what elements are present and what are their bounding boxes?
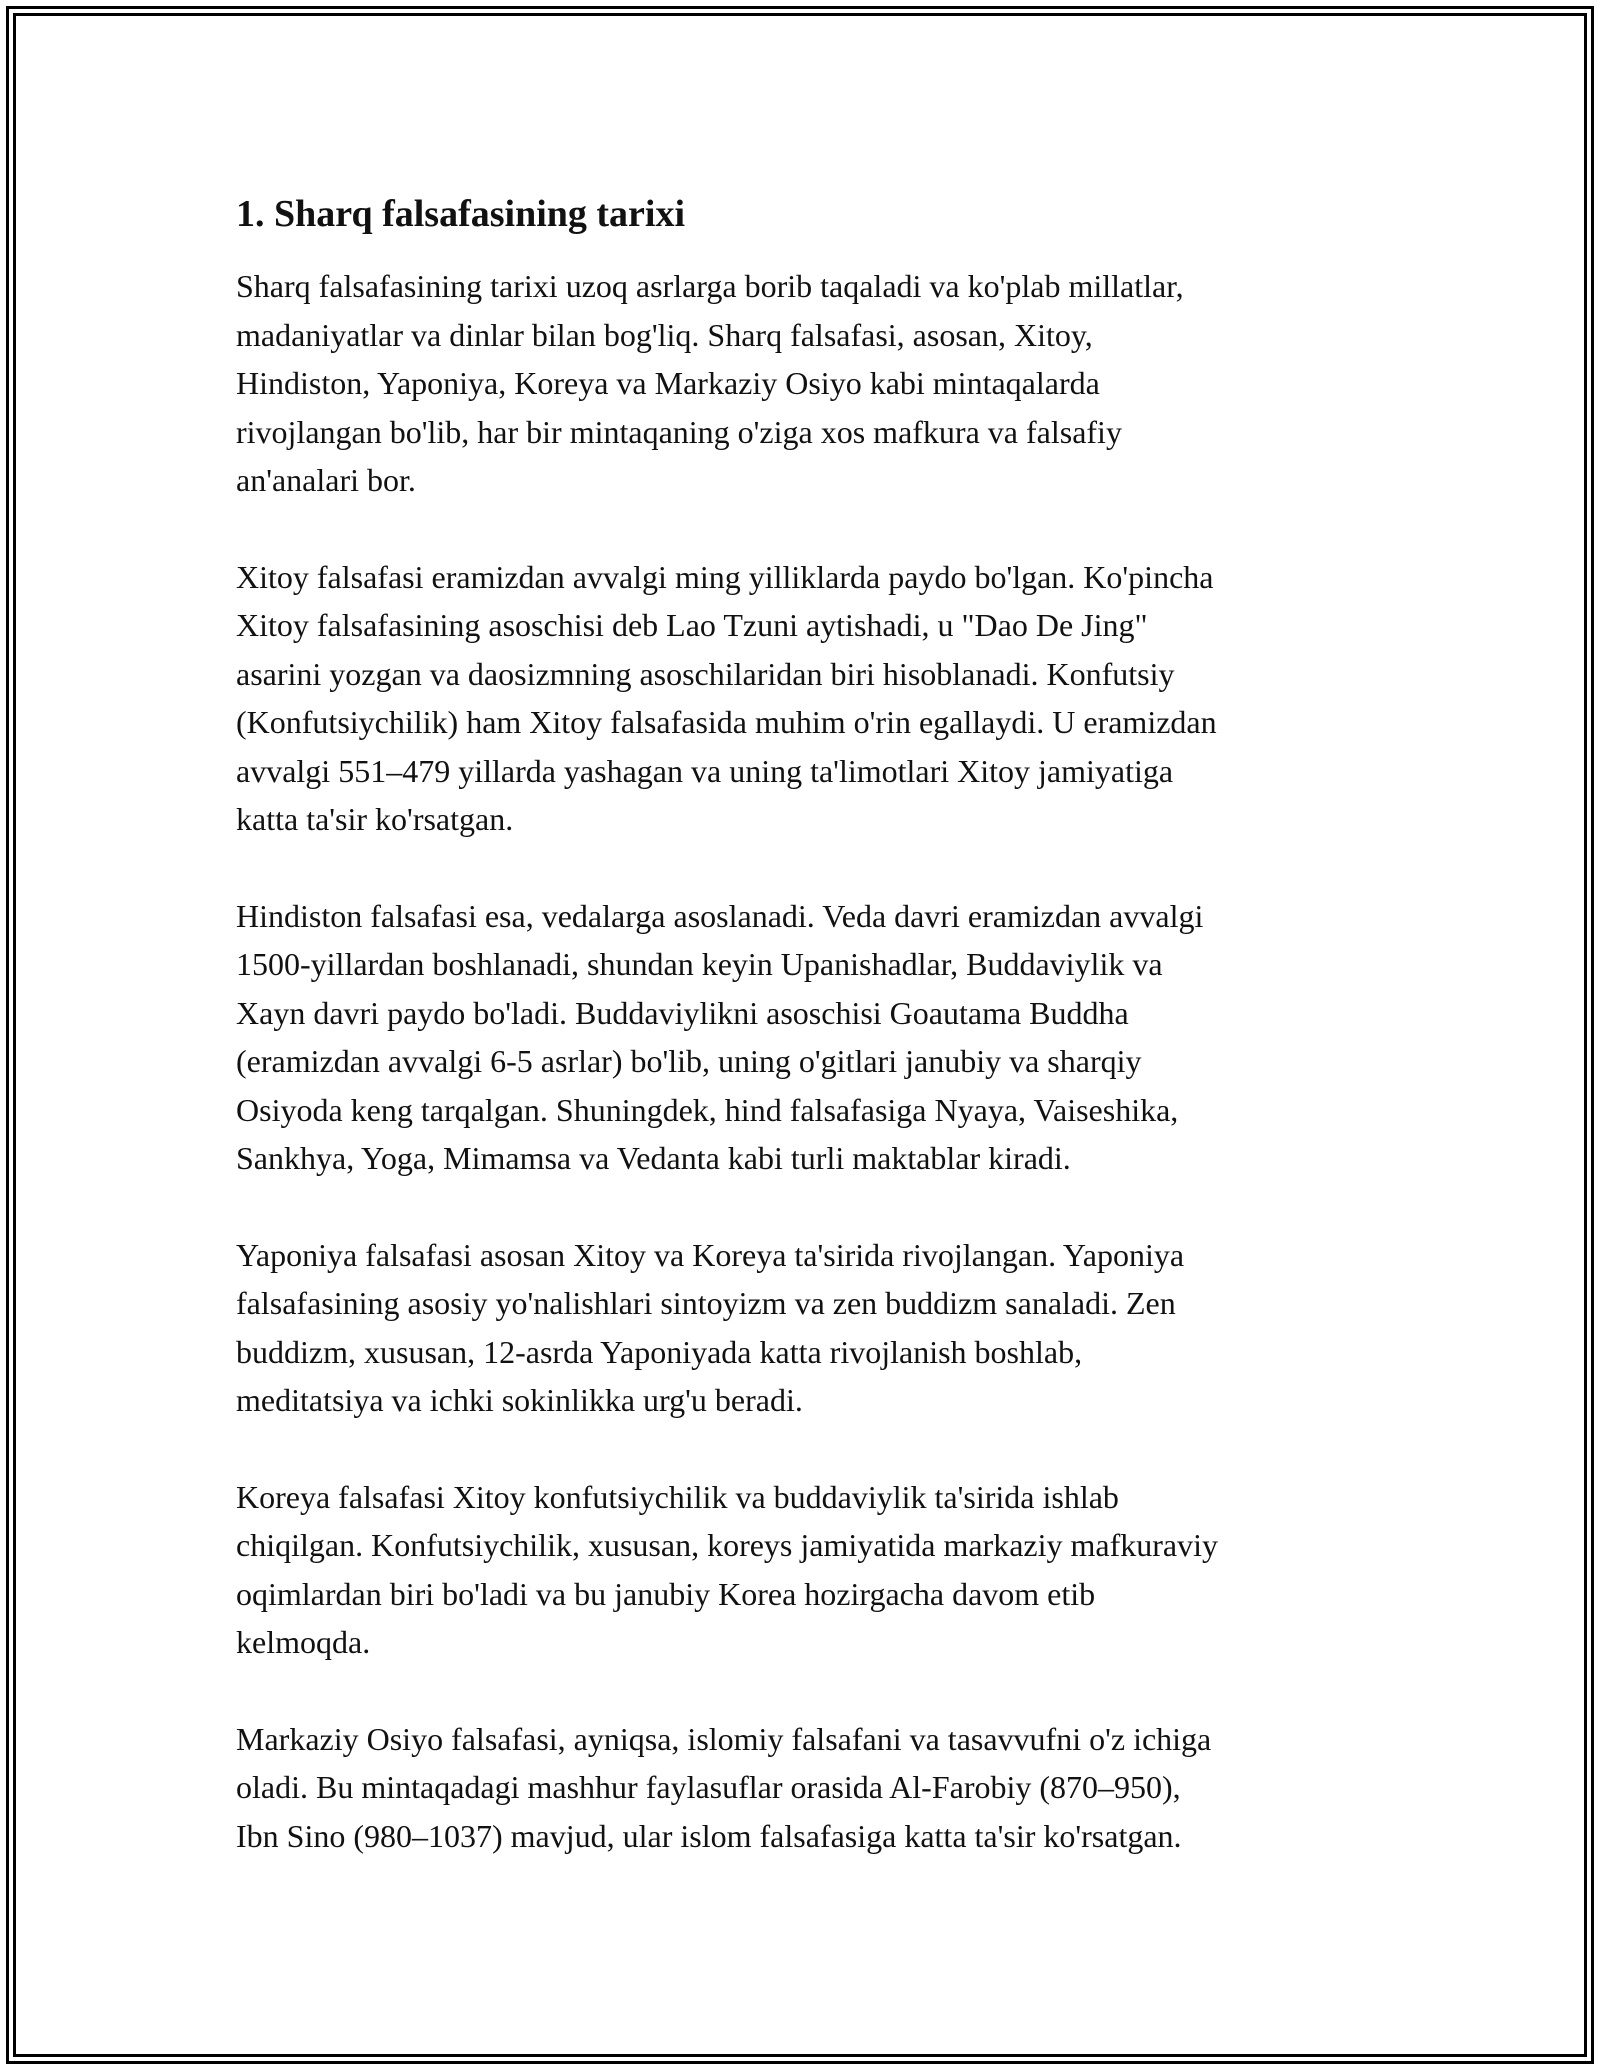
text-line: asarini yozgan va daosizmning asoschilaridan biri hisoblanadi. Konfutsiy: [236, 655, 1175, 692]
text-line: Hindiston, Yaponiya, Koreya va Markaziy Osiyo kabi mintaqalarda: [236, 365, 1100, 401]
text-line: oladi. Bu mintaqadagi mashhur faylasuflar orasida Al-Farobiy (870–950),: [236, 1769, 1181, 1805]
text-line: oqimlardan biri bo'ladi va bu janubiy Korea hozirgacha davom etib: [236, 1575, 1096, 1612]
text-line: Ibn Sino (980–1037) mavjud, ular islom falsafasiga katta ta'sir ko'rsatgan.: [236, 1817, 1182, 1854]
text-line: Osiyoda keng tarqalgan. Shuningdek, hind falsafasiga Nyaya, Vaiseshika,: [236, 1091, 1179, 1128]
text-line: Markaziy Osiyo falsafasi, ayniqsa, islomiy falsafani va tasavvufni o'z ichiga: [236, 1720, 1212, 1757]
text-line: madaniyatlar va dinlar bilan bog'liq. Sharq falsafasi, asosan, Xitoy,: [236, 316, 1093, 353]
text-line: falsafasining asosiy yo'nalishlari sintoyizm va zen buddizm sanaladi. Zen: [236, 1285, 1176, 1321]
paragraph-central-asia: [236, 1715, 1386, 1861]
document-body: [236, 186, 1386, 1908]
text-line: rivojlangan bo'lib, har bir mintaqaning o'ziga xos mafkura va falsafiy: [236, 413, 1122, 450]
paragraph-china: [236, 553, 1386, 844]
paragraph-india: [236, 892, 1386, 1183]
section-heading: 1. Sharq falsafasining tarixi: [236, 193, 686, 235]
text-line: avvalgi 551–479 yillarda yashagan va uning ta'limotlari Xitoy jamiyatiga: [236, 752, 1174, 789]
text-line: an'analari bor.: [236, 462, 416, 498]
text-line: (eramizdan avvalgi 6-5 asrlar) bo'lib, uning o'gitlari janubiy va sharqiy: [236, 1043, 1142, 1079]
text-line: meditatsiya va ichki sokinlikka urg'u beradi.: [236, 1382, 803, 1418]
text-line: Koreya falsafasi Xitoy konfutsiychilik va buddaviylik ta'sirida ishlab: [236, 1478, 1119, 1515]
paragraph-korea: [236, 1473, 1386, 1667]
text-line: Xitoy falsafasining asoschisi deb Lao Tzuni aytishadi, u "Dao De Jing": [236, 607, 1148, 643]
text-line: Xayn davri paydo bo'ladi. Buddaviylikni asoschisi Goautama Buddha: [236, 994, 1129, 1031]
paragraph-intro: [236, 262, 1386, 505]
paragraph-japan: [236, 1231, 1386, 1425]
text-line: Yaponiya falsafasi asosan Xitoy va Koreya ta'sirida rivojlangan. Yaponiya: [236, 1236, 1185, 1273]
text-line: Sankhya, Yoga, Mimamsa va Vedanta kabi turli maktablar kiradi.: [236, 1140, 1071, 1176]
text-line: Xitoy falsafasi eramizdan avvalgi ming yilliklarda paydo bo'lgan. Ko'pincha: [236, 558, 1214, 595]
text-line: (Konfutsiychilik) ham Xitoy falsafasida muhim o'rin egallaydi. U eramizdan: [236, 704, 1217, 740]
text-line: katta ta'sir ko'rsatgan.: [236, 801, 514, 837]
text-line: kelmoqda.: [236, 1624, 371, 1660]
text-line: Sharq falsafasining tarixi uzoq asrlarga borib taqaladi va ko'plab millatlar,: [236, 268, 1184, 304]
text-line: buddizm, xususan, 12-asrda Yaponiyada katta rivojlanish boshlab,: [236, 1333, 1083, 1370]
text-line: Hindiston falsafasi esa, vedalarga asoslanadi. Veda davri eramizdan avvalgi: [236, 897, 1204, 934]
text-line: 1500-yillardan boshlanadi, shundan keyin Upanishadlar, Buddaviylik va: [236, 946, 1163, 982]
text-line: chiqilgan. Konfutsiychilik, xususan, koreys jamiyatida markaziy mafkuraviy: [236, 1527, 1218, 1563]
